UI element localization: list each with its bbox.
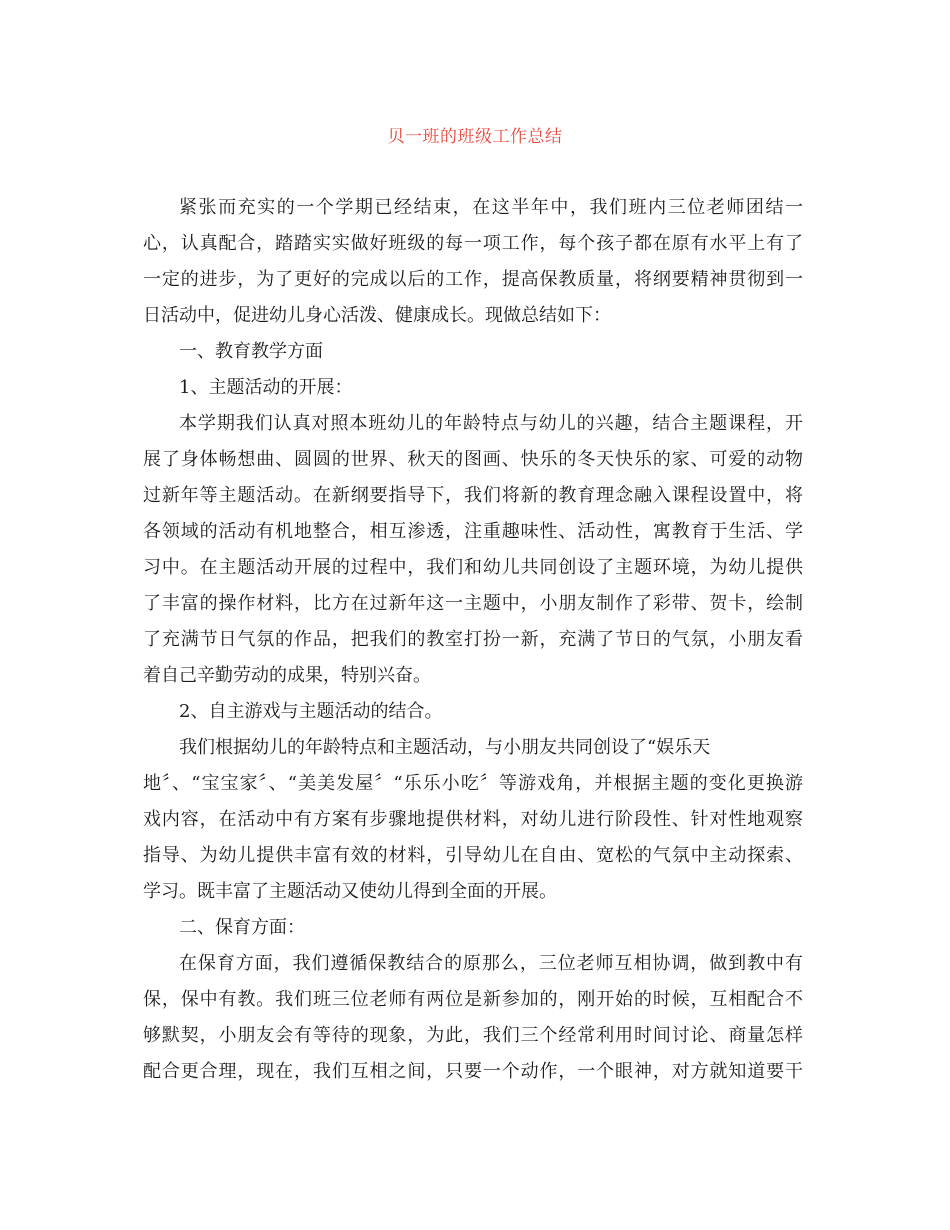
paragraph-line: 了充满节日气氛的作品，把我们的教室打扮一新，充满了节日的气氛，小朋友看 — [143, 629, 803, 650]
paragraph-line: 够默契，小朋友会有等待的现象，为此，我们三个经常利用时间讨论、商量怎样 — [143, 1025, 803, 1046]
section-heading: 一、教育教学方面 — [179, 341, 323, 362]
paragraph-line: 保，保中有教。我们班三位老师有两位是新参加的，刚开始的时候，互相配合不 — [143, 989, 803, 1010]
paragraph-line: 指导、为幼儿提供丰富有效的材料，引导幼儿在自由、宽松的气氛中主动探索、 — [143, 845, 803, 866]
paragraph-line: 了丰富的操作材料，比方在过新年这一主题中，小朋友制作了彩带、贺卡，绘制 — [143, 593, 803, 614]
paragraph-line: 学习。既丰富了主题活动又使幼儿得到全面的开展。 — [143, 881, 557, 902]
document-body — [143, 190, 803, 1090]
paragraph-line: 紧张而充实的一个学期已经结束，在这半年中，我们班内三位老师团结一 — [179, 197, 803, 218]
paragraph-line: 地〞、“宝宝家〞、“美美发屋〞“乐乐小吃〞等游戏角，并根据主题的变化更换游 — [143, 773, 803, 794]
subsection-heading: 2、自主游戏与主题活动的结合。 — [179, 701, 443, 722]
paragraph-line: 配合更合理，现在，我们互相之间，只要一个动作，一个眼神，对方就知道要干 — [143, 1061, 803, 1082]
paragraph-line: 习中。在主题活动开展的过程中，我们和幼儿共同创设了主题环境，为幼儿提供 — [143, 557, 803, 578]
paragraph-line: 心，认真配合，踏踏实实做好班级的每一项工作，每个孩子都在原有水平上有了 — [143, 233, 803, 254]
paragraph-line: 过新年等主题活动。在新纲要指导下，我们将新的教育理念融入课程设置中，将 — [143, 485, 803, 506]
document-title: 贝一班的班级工作总结 — [387, 127, 563, 147]
paragraph-line: 本学期我们认真对照本班幼儿的年龄特点与幼儿的兴趣，结合主题课程，开 — [179, 413, 803, 434]
paragraph-line: 各领域的活动有机地整合，相互渗透，注重趣味性、活动性，寓教育于生活、学 — [143, 521, 803, 542]
section-heading: 二、保育方面： — [179, 917, 305, 938]
paragraph-line: 着自己辛勤劳动的成果，特别兴奋。 — [143, 665, 431, 686]
paragraph-line: 日活动中，促进幼儿身心活泼、健康成长。现做总结如下： — [143, 305, 611, 326]
paragraph-line: 一定的进步，为了更好的完成以后的工作，提高保教质量，将纲要精神贯彻到一 — [143, 269, 803, 290]
paragraph-line: 戏内容，在活动中有方案有步骤地提供材料，对幼儿进行阶段性、针对性地观察 — [143, 809, 803, 830]
paragraph-line: 我们根据幼儿的年龄特点和主题活动，与小朋友共同创设了“娱乐天 — [179, 737, 711, 758]
subsection-heading: 1、主题活动的开展： — [179, 377, 353, 398]
paragraph-line: 在保育方面，我们遵循保教结合的原那么，三位老师互相协调，做到教中有 — [179, 953, 803, 974]
paragraph-line: 展了身体畅想曲、圆圆的世界、秋天的图画、快乐的冬天快乐的家、可爱的动物 — [143, 449, 803, 470]
